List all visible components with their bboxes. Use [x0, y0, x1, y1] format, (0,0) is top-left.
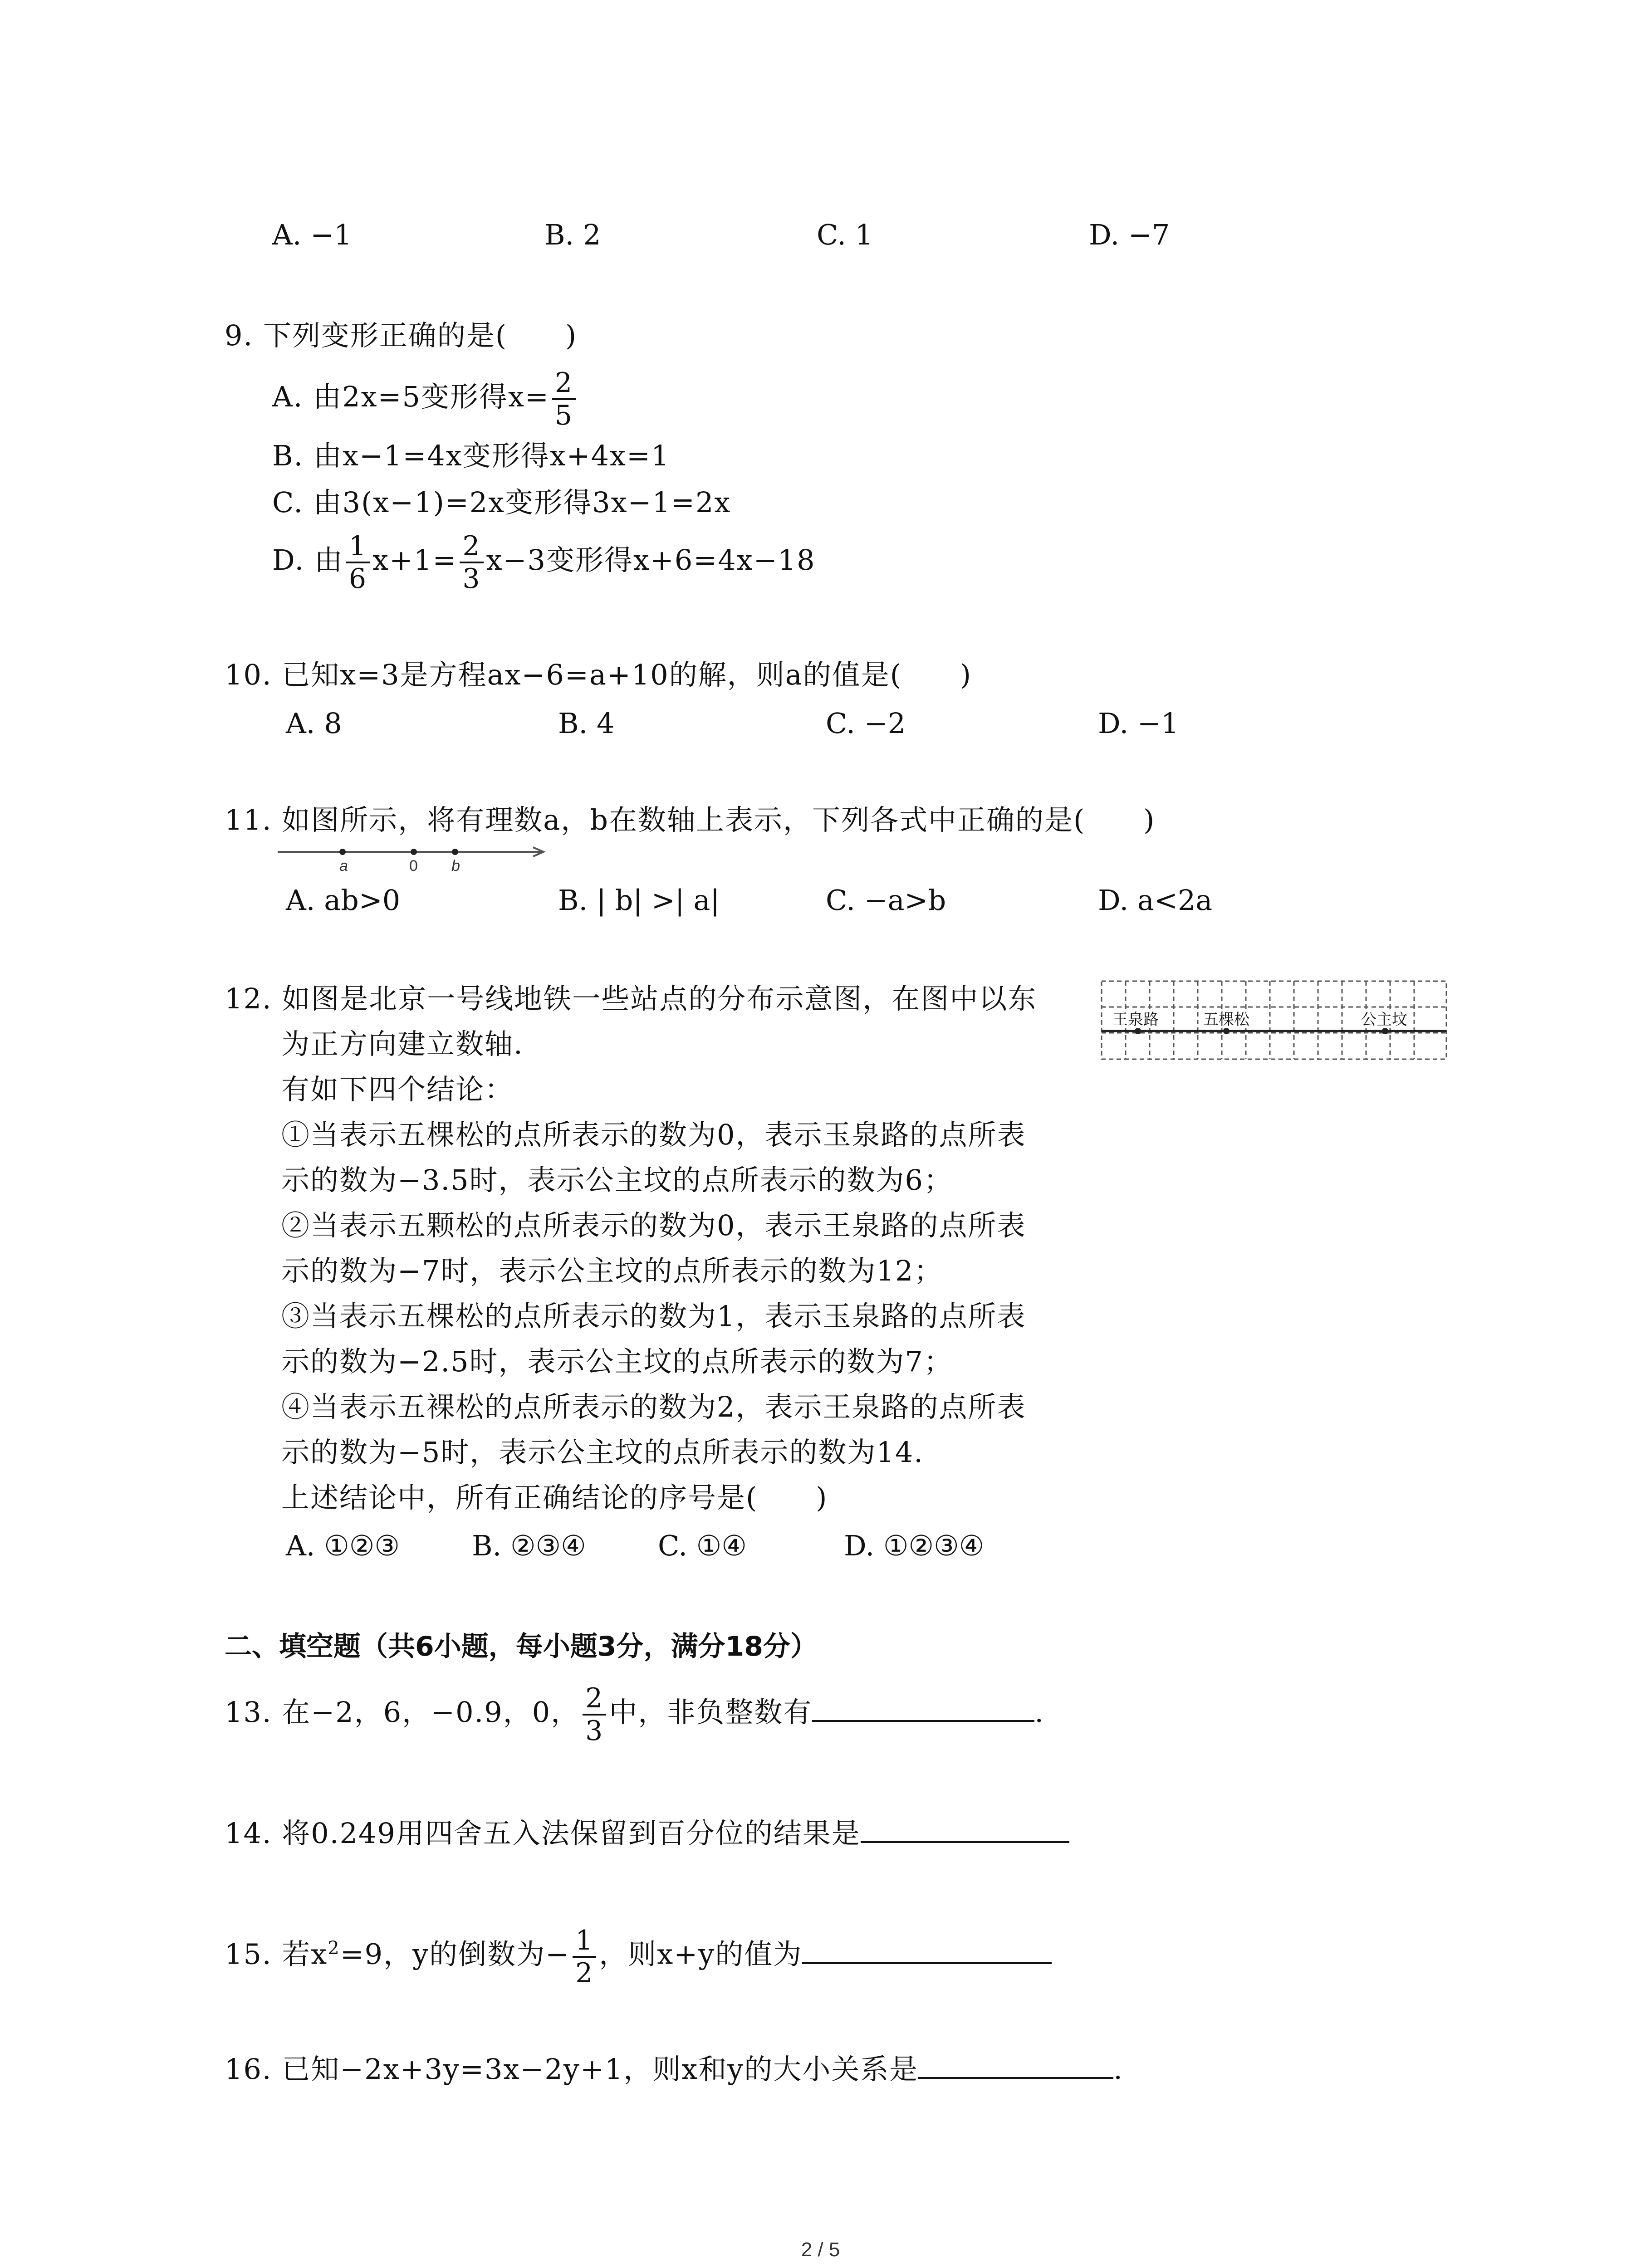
q15-mid: =9，y的倒数为−: [340, 1937, 570, 1971]
q13-end: .: [1034, 1696, 1045, 1729]
q9-option-d-prefix: D. 由: [272, 543, 343, 577]
fraction-numerator: 2: [552, 367, 576, 400]
q11-stem: 11. 如图所示，将有理数a，b在数轴上表示，下列各式中正确的是( ): [225, 803, 1156, 836]
label-zero: 0: [409, 857, 418, 875]
q11-number-line: [277, 844, 549, 875]
q12-subway-map: [1098, 978, 1452, 1064]
q10-option-d: D. −1: [1098, 707, 1179, 740]
fraction-numerator: 1: [573, 1925, 596, 1958]
fraction: [552, 367, 576, 431]
answer-blank[interactable]: [802, 1933, 1052, 1964]
answer-blank[interactable]: [812, 1691, 1034, 1722]
station-dot-wukesong: [1223, 1028, 1230, 1034]
label-b: b: [451, 857, 460, 875]
q15-prefix: 15. 若x: [225, 1937, 328, 1971]
fraction-denominator: 6: [348, 562, 367, 595]
q11-option-d: D. a<2a: [1098, 884, 1213, 917]
fraction-denominator: 5: [554, 399, 573, 431]
q12-line-12: 上述结论中，所有正确结论的序号是( ): [281, 1481, 828, 1514]
fraction-numerator: 2: [460, 531, 483, 563]
q11-option-c: C. −a>b: [826, 884, 946, 917]
fraction-denominator: 2: [575, 1957, 594, 1989]
q10-option-a: A. 8: [286, 707, 342, 740]
q8-option-c: C. 1: [817, 218, 873, 251]
q12-line-1: 12. 如图是北京一号线地铁一些站点的分布示意图，在图中以东: [225, 982, 1037, 1015]
station-gongzhufen: 公主坟: [1361, 1011, 1407, 1028]
q9-option-d: [272, 522, 816, 599]
fraction-numerator: 2: [583, 1683, 606, 1716]
page-number: 2 / 5: [801, 2239, 840, 2261]
point-zero: [411, 849, 417, 855]
station-dot-gongzhufen: [1382, 1028, 1388, 1034]
q13-prefix: 13. 在−2，6，−0.9，0，: [225, 1696, 580, 1729]
q12-line-3: 有如下四个结论：: [281, 1073, 514, 1106]
q12-line-5: 示的数为−3.5时，表示公主坟的点所表示的数为6；: [281, 1163, 953, 1197]
q16-end: .: [1113, 2053, 1123, 2086]
fraction-denominator: 3: [462, 562, 481, 595]
q9-option-a: [272, 358, 578, 435]
answer-blank[interactable]: [918, 2048, 1113, 2079]
fraction: [460, 531, 483, 594]
q8-option-a: A. −1: [272, 218, 352, 251]
q12-line-10: ④当表示五裸松的点所表示的数为2，表示王泉路的点所表: [281, 1390, 1026, 1423]
q12-line-8: ③当表示五棵松的点所表示的数为1，表示玉泉路的点所表: [281, 1300, 1026, 1333]
label-a: a: [339, 857, 348, 875]
q15-superscript: 2: [328, 1938, 340, 1959]
section-heading: 二、填空题（共6小题，每小题3分，满分18分）: [225, 1631, 818, 1662]
q16: [225, 2048, 1123, 2087]
q12-line-6: ②当表示五颗松的点所表示的数为0，表示王泉路的点所表: [281, 1209, 1026, 1242]
q15-suffix: ，则x+y的值为: [599, 1937, 803, 1971]
q9-option-a-text: A. 由2x=5变形得x=: [272, 380, 549, 413]
q10-option-c: C. −2: [826, 707, 906, 740]
fraction-numerator: 1: [346, 531, 370, 563]
station-wangquanlu: 王泉路: [1112, 1011, 1159, 1028]
q9-option-d-suffix: x−3变形得x+6=4x−18: [486, 543, 816, 577]
q11-option-a: A. ab>0: [286, 884, 401, 917]
fraction: [573, 1925, 596, 1989]
q13-suffix: 中，非负整数有: [609, 1696, 813, 1729]
station-dot-wangquanlu: [1135, 1028, 1141, 1034]
fraction: [583, 1683, 606, 1746]
q9-option-d-mid: x+1=: [372, 543, 457, 577]
q8-option-d: D. −7: [1089, 218, 1170, 251]
q15: [225, 1910, 1052, 1993]
q12-line-7: 示的数为−7时，表示公主坟的点所表示的数为12；: [281, 1254, 943, 1287]
fraction: [346, 531, 370, 594]
q9-stem: 9. 下列变形正确的是( ): [225, 319, 578, 352]
answer-blank[interactable]: [861, 1812, 1069, 1843]
q13: [225, 1674, 1044, 1751]
q14: [225, 1812, 1069, 1852]
q16-text: 16. 已知−2x+3y=3x−2y+1，则x和y的大小关系是: [225, 2053, 919, 2086]
q10-option-b: B. 4: [558, 707, 615, 740]
fraction-denominator: 3: [585, 1715, 604, 1747]
q12-option-a: A. ①②③: [286, 1529, 400, 1562]
point-a: [339, 849, 346, 855]
q10-stem: 10. 已知x=3是方程ax−6=a+10的解，则a的值是( ): [225, 658, 972, 691]
q9-option-c: C. 由3(x−1)=2x变形得3x−1=2x: [272, 486, 731, 519]
q12-line-11: 示的数为−5时，表示公主坟的点所表示的数为14.: [281, 1436, 924, 1469]
point-b: [452, 849, 458, 855]
q12-line-2: 为正方向建立数轴.: [281, 1027, 524, 1061]
q12-option-b: B. ②③④: [472, 1529, 586, 1562]
station-wukesong: 五棵松: [1203, 1011, 1249, 1028]
q14-text: 14. 将0.249用四舍五入法保留到百分位的结果是: [225, 1817, 861, 1850]
q12-option-d: D. ①②③④: [844, 1529, 985, 1562]
q12-line-9: 示的数为−2.5时，表示公主坟的点所表示的数为7；: [281, 1345, 953, 1378]
q11-option-b: B. | b| >| a|: [558, 884, 720, 917]
q12-option-c: C. ①④: [658, 1529, 747, 1562]
q8-option-b: B. 2: [544, 218, 601, 251]
q9-option-b: B. 由x−1=4x变形得x+4x=1: [272, 439, 670, 472]
q12-line-4: ①当表示五棵松的点所表示的数为0，表示玉泉路的点所表: [281, 1118, 1026, 1151]
